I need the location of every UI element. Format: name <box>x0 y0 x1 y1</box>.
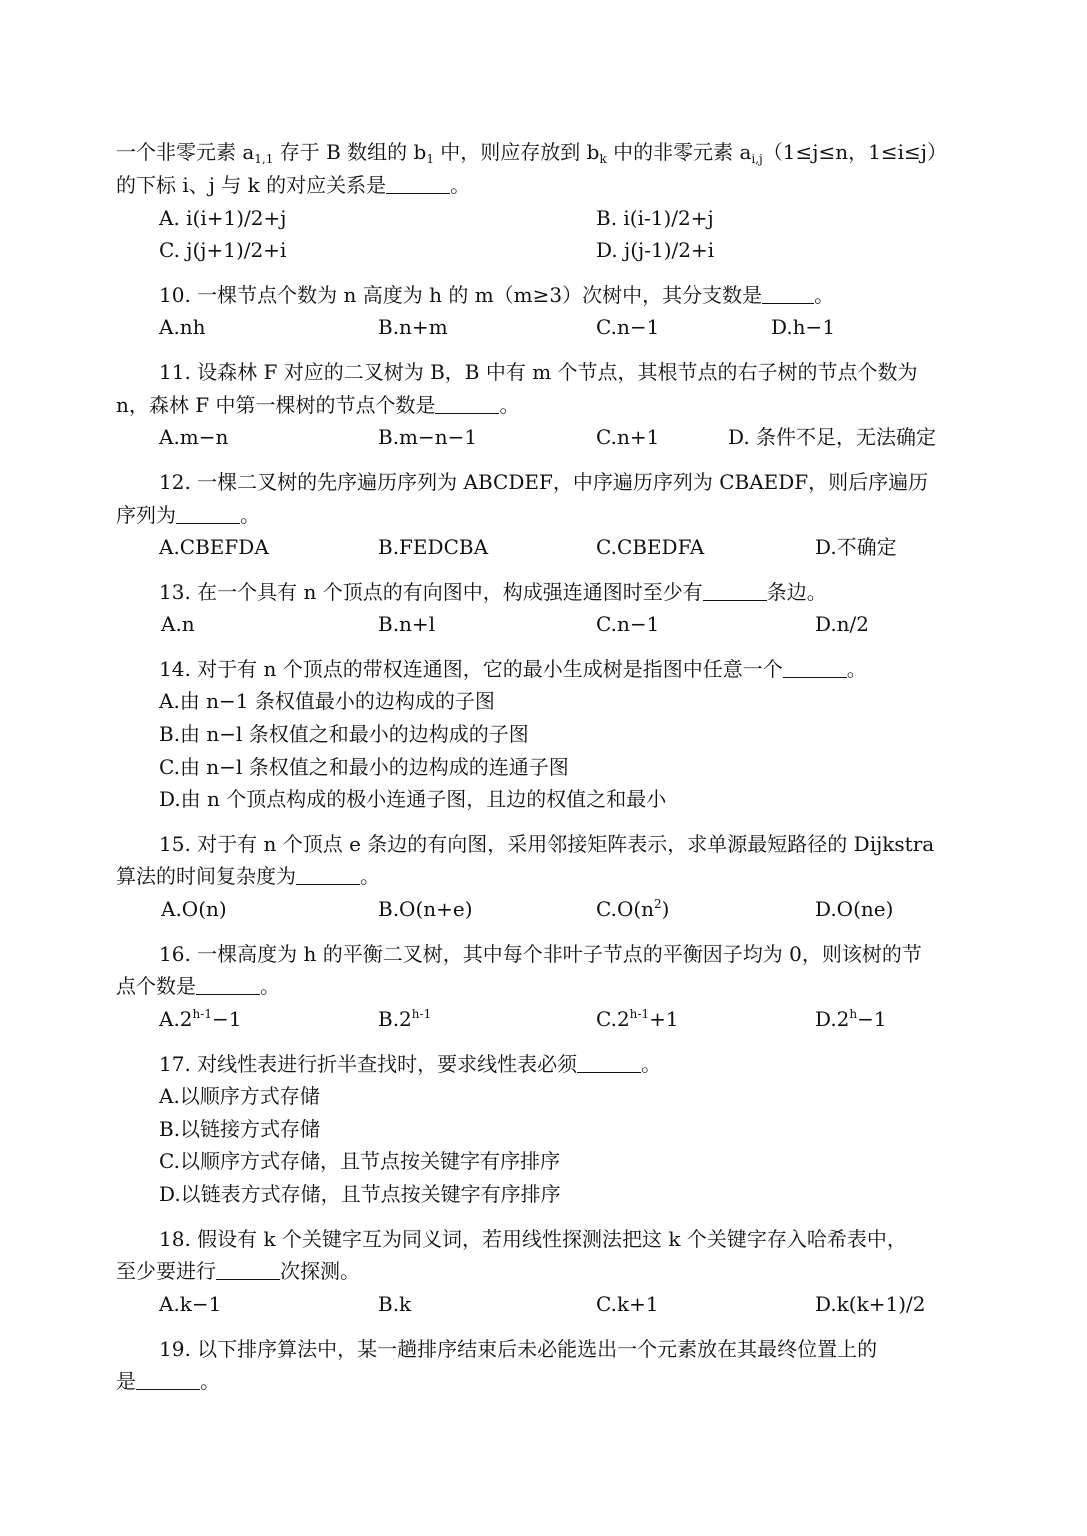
q11-option-c: C.n+1 <box>596 425 660 449</box>
q10-option-d: D.h−1 <box>771 315 836 339</box>
q14-stem: 14. 对于有 n 个顶点的带权连通图，它的最小生成树是指图中任意一个 。 <box>159 657 867 681</box>
q17-option-c: C.以顺序方式存储，且节点按关键字有序排序 <box>159 1149 560 1173</box>
q9-line2: 的下标 i、j 与 k 的对应关系是 。 <box>116 173 471 197</box>
q19-stem-line2: 是 。 <box>116 1369 220 1393</box>
q18-option-d: D.k(k+1)/2 <box>815 1292 926 1316</box>
q17-stem: 17. 对线性表进行折半查找时，要求线性表必须 。 <box>159 1052 662 1076</box>
q18-option-c: C.k+1 <box>596 1292 659 1316</box>
q15-option-a: A.O(n) <box>161 897 227 921</box>
q17-option-d: D.以链表方式存储，且节点按关键字有序排序 <box>159 1182 561 1206</box>
answer-blank <box>435 393 499 414</box>
q11-option-a: A.m−n <box>159 425 229 449</box>
q16-option-c: $C.2^{h-1}+1$ <box>596 1007 679 1031</box>
q17-option-b: B.以链接方式存储 <box>159 1117 321 1141</box>
q16-option-a: $A.2^{h-1}-1$ <box>159 1007 242 1031</box>
q13-stem: 13. 在一个具有 n 个顶点的有向图中，构成强连通图时至少有 条边。 <box>159 580 827 604</box>
q11-option-d: D. 条件不足，无法确定 <box>728 425 937 449</box>
answer-blank <box>136 1369 200 1390</box>
q19-stem-line1: 19. 以下排序算法中，某一趟排序结束后未必能选出一个元素放在其最终位置上的 <box>159 1337 878 1361</box>
answer-blank <box>762 283 814 304</box>
q13-option-c: C.n−1 <box>596 612 660 636</box>
q16-stem-line1: 16. 一棵高度为 h 的平衡二叉树，其中每个非叶子节点的平衡因子均为 0，则该树的节 <box>159 942 922 966</box>
q12-option-d: D.不确定 <box>815 535 897 559</box>
q14-option-c: C.由 n−l 条权值之和最小的边构成的连通子图 <box>159 755 569 779</box>
answer-blank <box>783 657 847 678</box>
q14-option-a: A.由 n−1 条权值最小的边构成的子图 <box>159 689 495 713</box>
q16-option-d: D.2$^h$−1 <box>815 1007 887 1031</box>
answer-blank <box>196 974 260 995</box>
q10-stem: 10. 一棵节点个数为 n 高度为 h 的 m（m≥3）次树中，其分支数是 。 <box>159 283 835 307</box>
q13-option-a: A.n <box>161 612 195 636</box>
answer-blank <box>176 503 240 524</box>
q12-stem-line2: 序列为 。 <box>116 503 260 527</box>
q15-option-b: B.O(n+e) <box>378 897 473 921</box>
q13-option-d: D.n/2 <box>815 612 870 636</box>
q9-option-b: B. i(i-1)/2+j <box>596 206 714 230</box>
q12-stem-line1: 12. 一棵二叉树的先序遍历序列为 ABCDEF，中序遍历序列为 CBAEDF，则后序遍历 <box>159 470 929 494</box>
q11-stem-line1: 11. 设森林 F 对应的二叉树为 B，B 中有 m 个节点，其根节点的右子树的节点个数为 <box>159 360 918 384</box>
q15-option-d: D.O(ne) <box>815 897 894 921</box>
q10-option-b: B.n+m <box>378 315 448 339</box>
q18-stem-line2: 至少要进行 次探测。 <box>116 1259 360 1283</box>
q9-option-c: C. j(j+1)/2+i <box>159 238 287 262</box>
q12-option-c: C.CBEDFA <box>596 535 705 559</box>
q14-option-b: B.由 n−l 条权值之和最小的边构成的子图 <box>159 722 529 746</box>
q9-line1: 一个非零元素 $a_{1,1}$ 存于 B 数组的 $b_1$ 中，则应存放到 $b_k$ 中的非零元素 $a_{i,j}(1\le j\le n$，1≤i≤j） <box>116 140 947 166</box>
q12-option-b: B.FEDCBA <box>378 535 489 559</box>
q15-option-c: $C.O(n^2)$ <box>596 897 670 921</box>
q15-stem-line2: 算法的时间复杂度为 。 <box>116 864 380 888</box>
q13-option-b: B.n+l <box>378 612 436 636</box>
q17-option-a: A.以顺序方式存储 <box>159 1084 320 1108</box>
q10-option-c: C.n−1 <box>596 315 660 339</box>
answer-blank <box>703 580 767 601</box>
q18-stem-line1: 18. 假设有 k 个关键字互为同义词，若用线性探测法把这 k 个关键字存入哈希表中， <box>159 1227 907 1251</box>
answer-blank <box>386 173 450 194</box>
q16-stem-line2: 点个数是 。 <box>116 974 280 998</box>
q11-option-b: B.m−n−1 <box>378 425 478 449</box>
q9-option-d: D. j(j-1)/2+i <box>596 238 715 262</box>
q11-stem-line2: n，森林 F 中第一棵树的节点个数是 。 <box>116 393 520 417</box>
q16-option-b: B.2$^{h-1}$ <box>378 1007 432 1031</box>
q18-option-b: B.k <box>378 1292 412 1316</box>
q18-option-a: A.k−1 <box>159 1292 222 1316</box>
q15-stem-line1: 15. 对于有 n 个顶点 e 条边的有向图，采用邻接矩阵表示，求单源最短路径的 Dijkstra <box>159 832 935 856</box>
q9-option-a: A. i(i+1)/2+j <box>159 206 287 230</box>
answer-blank <box>296 864 360 885</box>
answer-blank <box>216 1259 280 1280</box>
answer-blank <box>577 1052 641 1073</box>
q14-option-d: D.由 n 个顶点构成的极小连通子图，且边的权值之和最小 <box>159 787 667 811</box>
q10-option-a: A.nh <box>159 315 206 339</box>
q12-option-a: A.CBEFDA <box>159 535 269 559</box>
